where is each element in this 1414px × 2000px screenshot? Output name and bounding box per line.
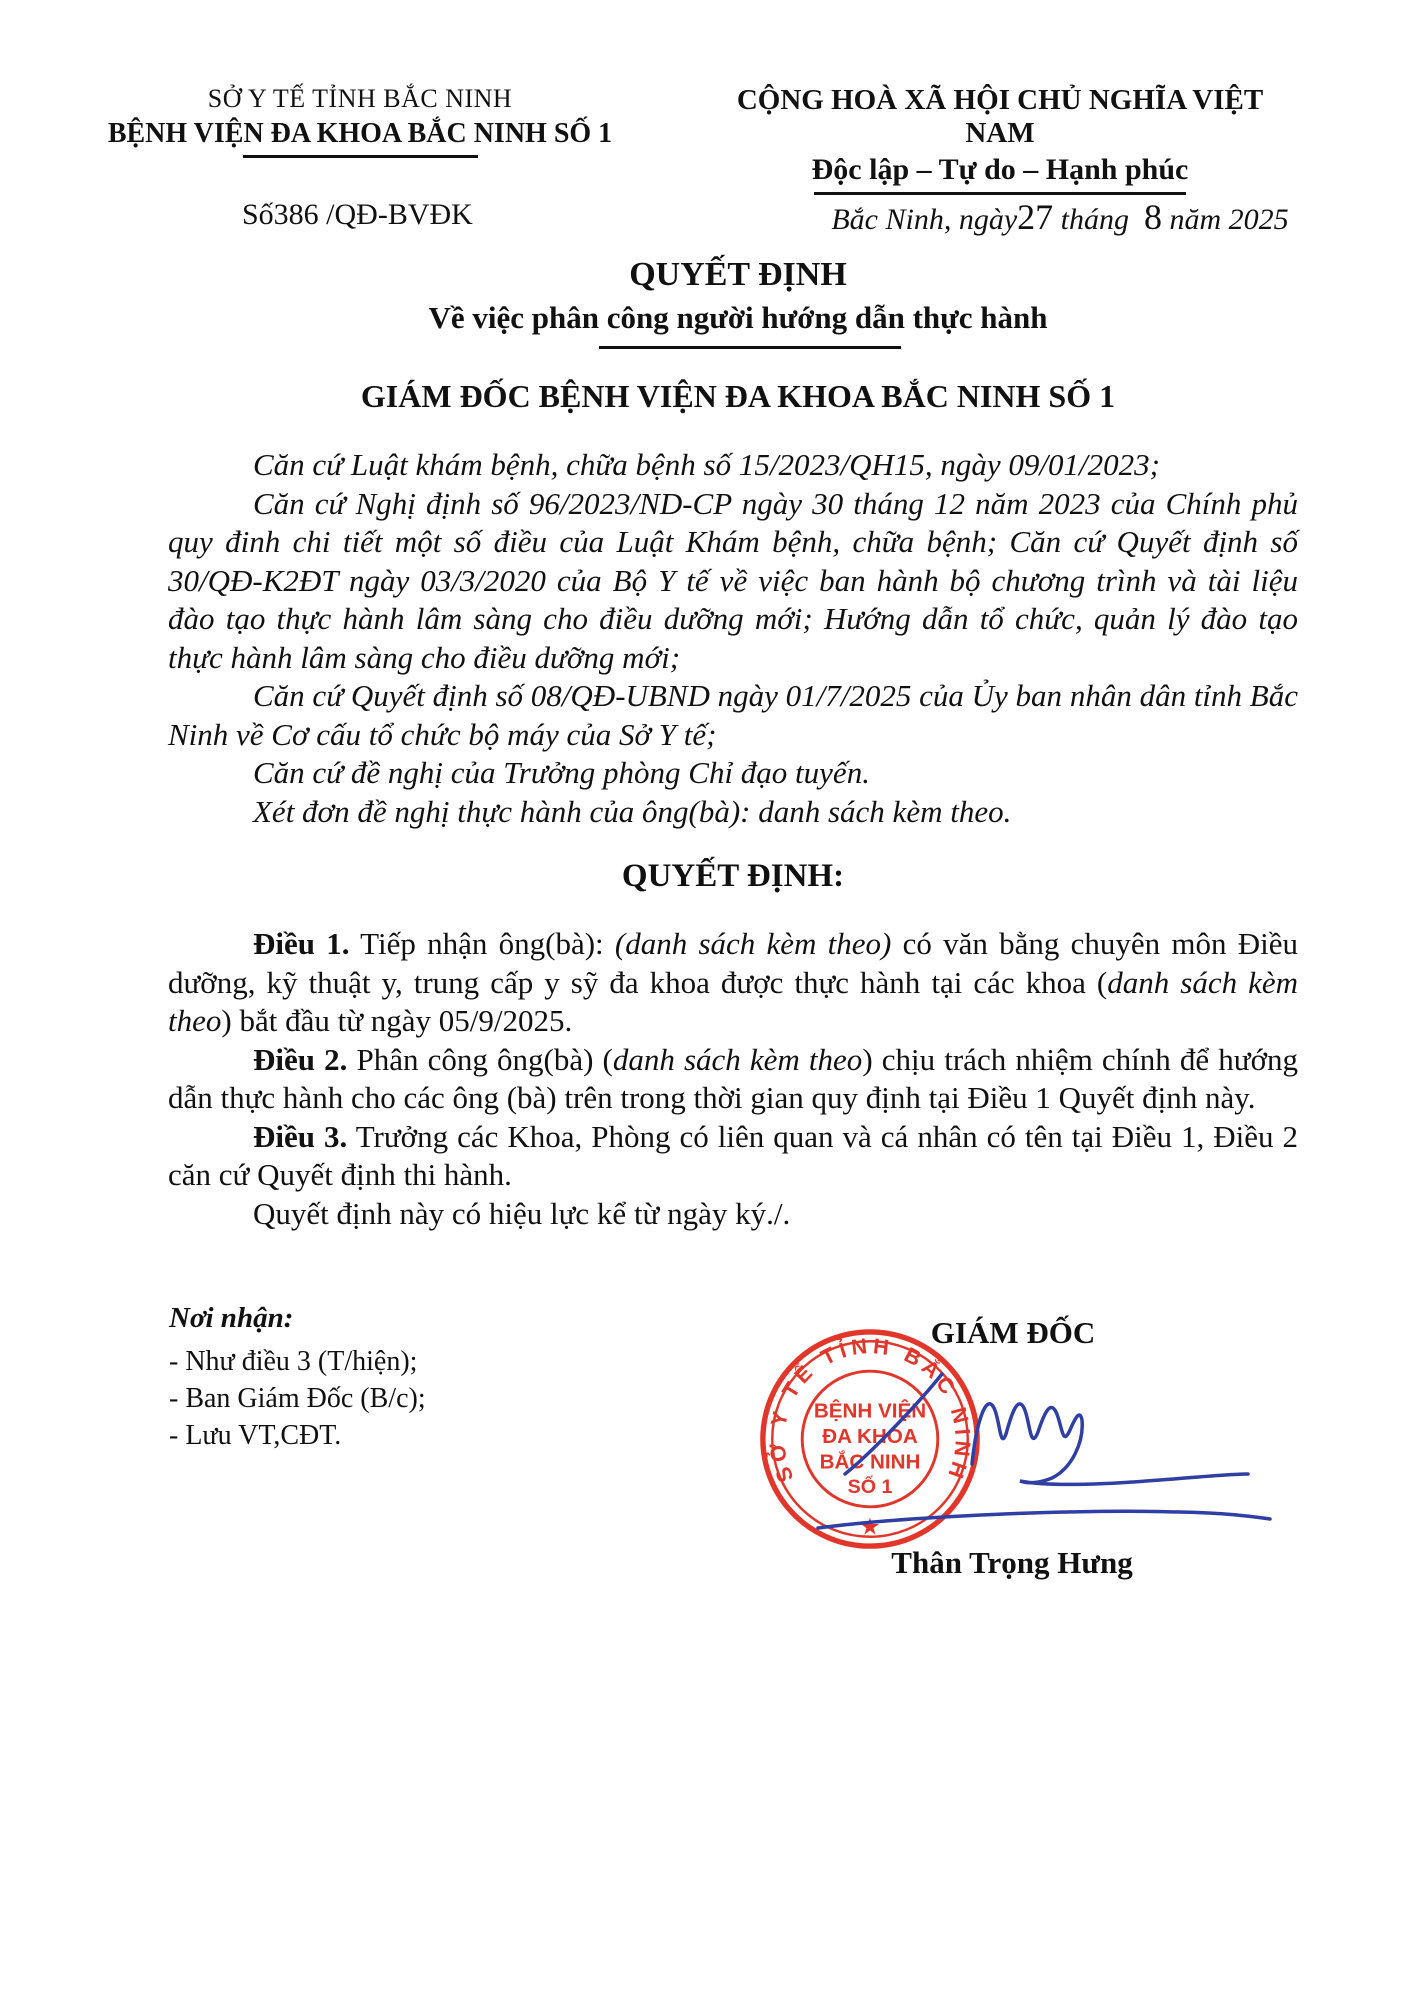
signature-stroke — [845, 1374, 942, 1474]
recipient-item: - Như điều 3 (T/hiện); — [169, 1346, 418, 1377]
national-header-block — [700, 84, 1300, 195]
signature-stroke — [818, 1511, 1270, 1528]
signer-name: Thân Trọng Hưng — [891, 1545, 1133, 1580]
issuance-date — [800, 196, 1320, 238]
recipient-item: - Ban Giám Đốc (B/c); — [169, 1383, 426, 1414]
article-1-text: Tiếp nhận ông(bà): — [349, 926, 615, 961]
article-3-text: Trưởng các Khoa, Phòng có liên quan và cá nhân có tên tại Điều 1, Điều 2 căn cứ Quyết định thi hành. — [168, 1118, 1298, 1192]
seal-line-2: ĐA KHOA — [822, 1424, 918, 1448]
hospital-name: BỆNH VIỆN ĐA KHOA BẮC NINH SỐ 1 — [107, 118, 613, 149]
date-day: 27 — [1017, 197, 1054, 237]
article-2-text: ) chịu trách nhiệm chính để hướng dẫn thực hành cho các ông (bà) trên trong thời gian quy định tại Điều 1 Quyết định này. — [168, 1041, 1298, 1115]
signature — [800, 1362, 1290, 1542]
document-subtitle: Về việc phân công người hướng dẫn thực hành — [428, 300, 1048, 335]
article-3-label: Điều 3. — [253, 1118, 348, 1154]
date-text: tháng — [1053, 203, 1144, 236]
header-right-underline — [814, 192, 1186, 195]
article-1-text: ) bắt đầu từ ngày 05/9/2025. — [221, 1003, 573, 1038]
document-title: QUYẾT ĐỊNH — [629, 256, 847, 293]
article-1-text: có văn bằng chuyên môn Điều dưỡng, kỹ thuật y, trung cấp y sỹ đa khoa được thực hành tại các khoa ( — [168, 926, 1299, 1000]
parent-agency-name: SỞ Y TẾ TỈNH BẮC NINH — [207, 84, 513, 113]
header-left-underline — [243, 155, 478, 158]
article-2-text: Phân công ông(bà) ( — [347, 1041, 613, 1077]
date-text: Bắc Ninh, ngày — [831, 203, 1018, 236]
article-2-label: Điều 2. — [253, 1041, 348, 1077]
article-2-paragraph — [168, 1041, 1298, 1118]
preamble-paragraph: Căn cứ Nghị định số 96/2023/ND-CP ngày 30 tháng 12 năm 2023 của Chính phủ quy đinh chi tiết một số điều của Luật Khám bệnh, chữa bệnh; Căn cứ Quyết định số 30/QĐ-K2ĐT ngày 03/3/2020 của Bộ Y tế về việc ban hành bộ chương trình và tài liệu đào tạo thực hành lâm sàng cho điều dưỡng mới; Hướng dẫn tổ chức, quản lý đào tạo thực hành lâm sàng cho điều dưỡng mới; — [168, 485, 1298, 675]
recipient-item: - Lưu VT,CĐT. — [169, 1420, 342, 1451]
subtitle-underline — [599, 346, 901, 349]
seal-line-1: BỆNH VIỆN — [813, 1399, 927, 1423]
document-body — [168, 446, 1298, 1233]
signature-stroke — [972, 1404, 1248, 1485]
national-title: CỘNG HOÀ XÃ HỘI CHỦ NGHĨA VIỆT NAM — [736, 84, 1264, 149]
preamble-paragraph: Căn cứ Quyết định số 08/QĐ-UBND ngày 01/7/2025 của Ủy ban nhân dân tỉnh Bắc Ninh về Cơ cấu tổ chức bộ máy của Sở Y tế; — [168, 678, 1298, 752]
closing-text: Quyết định này có hiệu lực kể từ ngày ký./. — [253, 1195, 791, 1231]
article-2-attachment-note: danh sách kèm theo — [612, 1041, 863, 1077]
seal-star-icon: ★ — [859, 1513, 881, 1540]
recipients-block — [169, 1302, 589, 1454]
closing-paragraph — [168, 1195, 1298, 1234]
signer-title: GIÁM ĐỐC — [930, 1315, 1096, 1350]
article-1-label: Điều 1. — [253, 926, 350, 961]
authority-title: GIÁM ĐỐC BỆNH VIỆN ĐA KHOA BẮC NINH SỐ 1 — [360, 378, 1116, 414]
document-number: Số386 /QĐ-BVĐK — [242, 198, 473, 231]
preamble-paragraph: Xét đơn đề nghị thực hành của ông(bà): danh sách kèm theo. — [253, 793, 1012, 829]
article-1-attachment-note: danh sách kèm theo — [168, 964, 1298, 1038]
article-3-paragraph — [168, 1118, 1298, 1195]
preamble-paragraph: Căn cứ đề nghị của Trưởng phòng Chỉ đạo tuyến. — [253, 755, 870, 790]
issuing-agency-block — [85, 84, 635, 158]
recipients-title: Nơi nhận: — [169, 1302, 294, 1334]
article-1-attachment-note: (danh sách kèm theo) — [614, 926, 892, 961]
article-1-paragraph — [168, 925, 1298, 1041]
decision-heading: QUYẾT ĐỊNH: — [621, 858, 845, 894]
preamble-paragraph: Căn cứ Luật khám bệnh, chữa bệnh số 15/2023/QH15, ngày 09/01/2023; — [253, 447, 1160, 482]
date-month: 8 — [1143, 197, 1162, 237]
national-motto: Độc lập – Tự do – Hạnh phúc — [811, 153, 1189, 186]
seal-ring-text: SỞ Y TẾ TỈNH BẮC NINH — [764, 1333, 976, 1487]
seal-line-3: BẮC NINH — [819, 1450, 921, 1474]
date-year: năm 2025 — [1161, 203, 1289, 236]
seal-line-4: SỐ 1 — [847, 1476, 893, 1499]
